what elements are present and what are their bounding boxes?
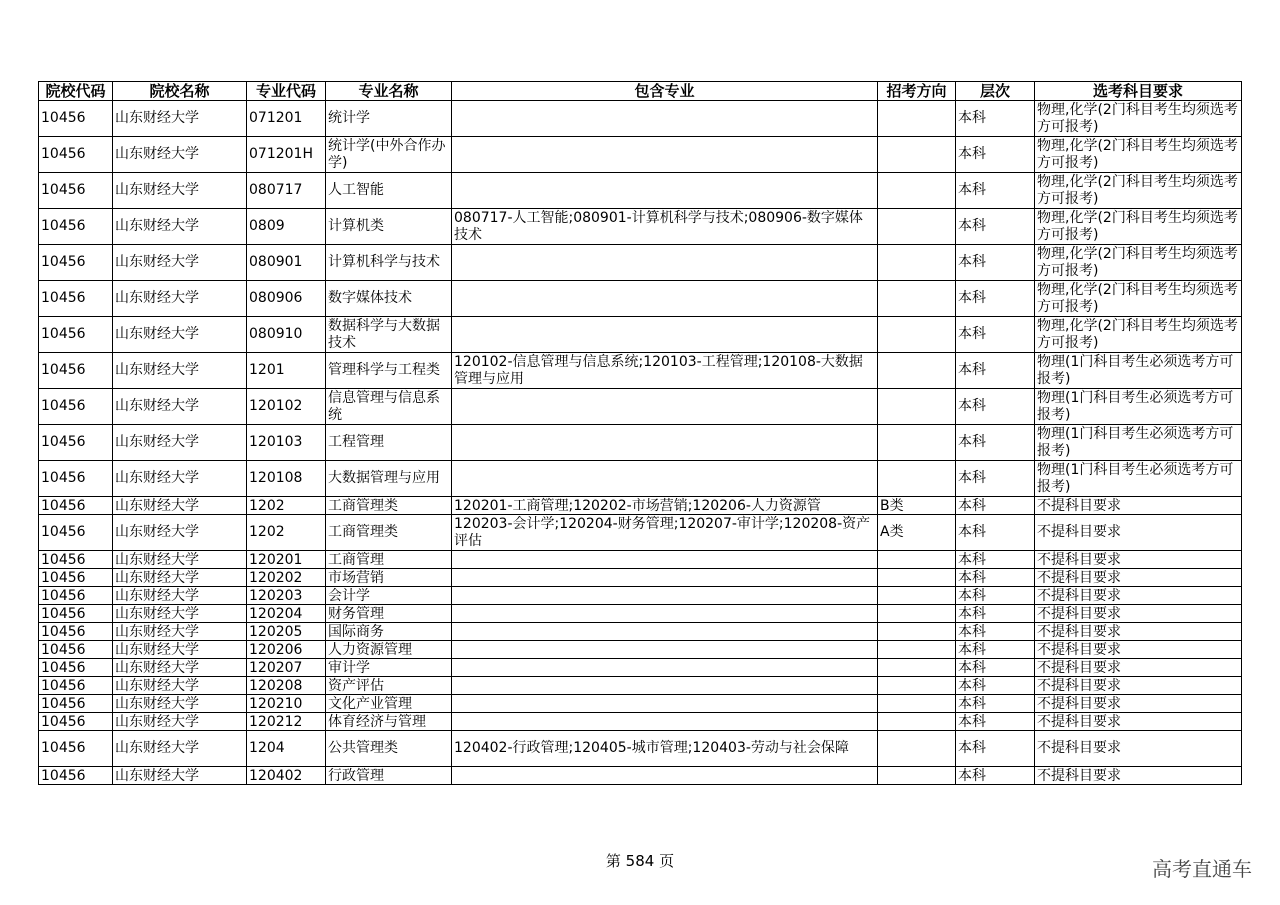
table-cell: 工商管理类 xyxy=(326,497,452,515)
table-cell xyxy=(878,137,956,173)
table-cell: 080910 xyxy=(247,317,326,353)
table-cell xyxy=(878,623,956,641)
table-row xyxy=(39,659,1242,677)
table-cell: 本科 xyxy=(956,461,1035,497)
table-cell xyxy=(878,713,956,731)
table-cell: B类 xyxy=(878,497,956,515)
table-cell: 本科 xyxy=(956,425,1035,461)
table-cell: 计算机类 xyxy=(326,209,452,245)
table-cell: 计算机科学与技术 xyxy=(326,245,452,281)
table-row xyxy=(39,245,1242,281)
table-cell: 管理科学与工程类 xyxy=(326,353,452,389)
table-cell xyxy=(878,695,956,713)
table-cell: 物理,化学(2门科目考生均须选考方可报考) xyxy=(1035,245,1242,281)
table-cell: 本科 xyxy=(956,623,1035,641)
table-cell: 不提科目要求 xyxy=(1035,659,1242,677)
table-cell: 山东财经大学 xyxy=(113,569,247,587)
table-cell: 本科 xyxy=(956,695,1035,713)
table-cell: 10456 xyxy=(39,659,113,677)
header-cell: 选考科目要求 xyxy=(1035,82,1242,101)
table-cell: 071201H xyxy=(247,137,326,173)
table-row xyxy=(39,497,1242,515)
table-cell xyxy=(878,659,956,677)
table-row xyxy=(39,569,1242,587)
table-cell: 本科 xyxy=(956,389,1035,425)
table-cell: 不提科目要求 xyxy=(1035,569,1242,587)
table-cell xyxy=(878,353,956,389)
table-cell: 物理(1门科目考生必须选考方可报考) xyxy=(1035,425,1242,461)
table-cell: 10456 xyxy=(39,767,113,785)
table-row xyxy=(39,101,1242,137)
table-cell: 山东财经大学 xyxy=(113,623,247,641)
table-cell: 物理,化学(2门科目考生均须选考方可报考) xyxy=(1035,209,1242,245)
table-cell xyxy=(878,209,956,245)
table-cell xyxy=(878,767,956,785)
table-cell: 10456 xyxy=(39,587,113,605)
table-cell: 工程管理 xyxy=(326,425,452,461)
table-cell: 山东财经大学 xyxy=(113,497,247,515)
table-cell: 本科 xyxy=(956,353,1035,389)
table-cell xyxy=(452,389,878,425)
table-cell: 120402-行政管理;120405-城市管理;120403-劳动与社会保障 xyxy=(452,731,878,767)
table-cell: 数字媒体技术 xyxy=(326,281,452,317)
table-cell: 山东财经大学 xyxy=(113,713,247,731)
table-cell: 物理,化学(2门科目考生均须选考方可报考) xyxy=(1035,101,1242,137)
table-cell: 不提科目要求 xyxy=(1035,587,1242,605)
table-cell: 10456 xyxy=(39,695,113,713)
table-cell: 大数据管理与应用 xyxy=(326,461,452,497)
table-row xyxy=(39,623,1242,641)
table-cell xyxy=(452,587,878,605)
table-cell: 本科 xyxy=(956,569,1035,587)
table-cell: 10456 xyxy=(39,713,113,731)
table-cell xyxy=(452,569,878,587)
table-cell: 山东财经大学 xyxy=(113,677,247,695)
table-cell xyxy=(452,137,878,173)
table-cell: 1201 xyxy=(247,353,326,389)
table-cell: 不提科目要求 xyxy=(1035,497,1242,515)
table-cell: 120208 xyxy=(247,677,326,695)
header-cell: 招考方向 xyxy=(878,82,956,101)
table-cell: 120206 xyxy=(247,641,326,659)
table-cell: 本科 xyxy=(956,605,1035,623)
table-cell: 1202 xyxy=(247,497,326,515)
table-cell: 10456 xyxy=(39,731,113,767)
table-cell: 10456 xyxy=(39,461,113,497)
table-row xyxy=(39,551,1242,569)
table-row xyxy=(39,605,1242,623)
table-cell xyxy=(452,659,878,677)
table-cell: 10456 xyxy=(39,353,113,389)
table-cell: 不提科目要求 xyxy=(1035,605,1242,623)
table-cell: 山东财经大学 xyxy=(113,659,247,677)
table-row xyxy=(39,425,1242,461)
table-cell xyxy=(878,569,956,587)
table-cell xyxy=(878,101,956,137)
table-cell: 不提科目要求 xyxy=(1035,677,1242,695)
table-cell: 市场营销 xyxy=(326,569,452,587)
table-cell: 物理,化学(2门科目考生均须选考方可报考) xyxy=(1035,137,1242,173)
table-cell: 本科 xyxy=(956,173,1035,209)
table-cell: 10456 xyxy=(39,209,113,245)
header-cell: 院校代码 xyxy=(39,82,113,101)
table-cell: 120103 xyxy=(247,425,326,461)
table-cell xyxy=(878,605,956,623)
table-cell: 山东财经大学 xyxy=(113,605,247,623)
table-cell: 行政管理 xyxy=(326,767,452,785)
table-cell: 120207 xyxy=(247,659,326,677)
table-cell xyxy=(878,677,956,695)
table-cell: 本科 xyxy=(956,515,1035,551)
table-cell: 山东财经大学 xyxy=(113,515,247,551)
table-cell: 山东财经大学 xyxy=(113,101,247,137)
table-cell: 10456 xyxy=(39,677,113,695)
table-cell: 不提科目要求 xyxy=(1035,551,1242,569)
table-cell: 山东财经大学 xyxy=(113,209,247,245)
table-cell: 不提科目要求 xyxy=(1035,695,1242,713)
table-cell: 山东财经大学 xyxy=(113,551,247,569)
table-cell: 山东财经大学 xyxy=(113,353,247,389)
header-cell: 院校名称 xyxy=(113,82,247,101)
table-cell: 信息管理与信息系统 xyxy=(326,389,452,425)
table-cell: 120102-信息管理与信息系统;120103-工程管理;120108-大数据管理与应用 xyxy=(452,353,878,389)
table-row xyxy=(39,587,1242,605)
table-cell: A类 xyxy=(878,515,956,551)
table-cell: 山东财经大学 xyxy=(113,641,247,659)
table-cell: 120201-工商管理;120202-市场营销;120206-人力资源管 xyxy=(452,497,878,515)
table-cell xyxy=(878,587,956,605)
table-row xyxy=(39,461,1242,497)
table-cell: 080906 xyxy=(247,281,326,317)
table-cell: 本科 xyxy=(956,317,1035,353)
table-cell: 10456 xyxy=(39,245,113,281)
table-cell: 人工智能 xyxy=(326,173,452,209)
table-cell: 山东财经大学 xyxy=(113,317,247,353)
watermark: 高考直通车 xyxy=(1152,857,1252,881)
table-row xyxy=(39,641,1242,659)
table-cell: 山东财经大学 xyxy=(113,137,247,173)
table-cell xyxy=(452,281,878,317)
table-cell: 本科 xyxy=(956,587,1035,605)
table-row xyxy=(39,515,1242,551)
table-cell: 数据科学与大数据技术 xyxy=(326,317,452,353)
table-cell xyxy=(452,173,878,209)
table-cell xyxy=(452,551,878,569)
table-row xyxy=(39,353,1242,389)
table-row xyxy=(39,695,1242,713)
table-cell: 本科 xyxy=(956,551,1035,569)
table-cell: 山东财经大学 xyxy=(113,425,247,461)
table-cell: 会计学 xyxy=(326,587,452,605)
table-cell: 120108 xyxy=(247,461,326,497)
table-row xyxy=(39,173,1242,209)
table-cell xyxy=(452,767,878,785)
table-cell xyxy=(452,101,878,137)
table-cell xyxy=(452,605,878,623)
table-cell: 本科 xyxy=(956,137,1035,173)
table-cell: 120204 xyxy=(247,605,326,623)
table-cell: 10456 xyxy=(39,425,113,461)
table-cell: 山东财经大学 xyxy=(113,767,247,785)
table-cell: 10456 xyxy=(39,497,113,515)
table-cell: 统计学(中外合作办学) xyxy=(326,137,452,173)
table-row xyxy=(39,281,1242,317)
table-cell xyxy=(452,641,878,659)
table-cell: 120203 xyxy=(247,587,326,605)
table-cell xyxy=(452,677,878,695)
table-cell: 10456 xyxy=(39,317,113,353)
table-row xyxy=(39,389,1242,425)
table-row xyxy=(39,209,1242,245)
table-cell: 本科 xyxy=(956,767,1035,785)
table-cell: 080717-人工智能;080901-计算机科学与技术;080906-数字媒体技术 xyxy=(452,209,878,245)
header-row xyxy=(39,82,1242,101)
table-cell: 120201 xyxy=(247,551,326,569)
table-cell: 10456 xyxy=(39,137,113,173)
table-cell: 审计学 xyxy=(326,659,452,677)
table-cell: 国际商务 xyxy=(326,623,452,641)
table-cell: 物理(1门科目考生必须选考方可报考) xyxy=(1035,353,1242,389)
table-cell: 0809 xyxy=(247,209,326,245)
table-cell: 山东财经大学 xyxy=(113,461,247,497)
table-cell: 不提科目要求 xyxy=(1035,623,1242,641)
table-cell: 120205 xyxy=(247,623,326,641)
table-cell: 不提科目要求 xyxy=(1035,713,1242,731)
table-cell: 山东财经大学 xyxy=(113,389,247,425)
table-cell: 山东财经大学 xyxy=(113,281,247,317)
table-cell: 本科 xyxy=(956,713,1035,731)
table-cell xyxy=(878,281,956,317)
table-cell: 物理(1门科目考生必须选考方可报考) xyxy=(1035,461,1242,497)
table-cell: 统计学 xyxy=(326,101,452,137)
table-cell xyxy=(878,551,956,569)
table-cell: 不提科目要求 xyxy=(1035,515,1242,551)
table-cell xyxy=(878,317,956,353)
table-cell: 10456 xyxy=(39,551,113,569)
table-cell: 120102 xyxy=(247,389,326,425)
table-cell: 本科 xyxy=(956,731,1035,767)
table-cell: 文化产业管理 xyxy=(326,695,452,713)
table-cell: 10456 xyxy=(39,605,113,623)
table-cell xyxy=(878,245,956,281)
page-number: 第 584 页 xyxy=(605,852,675,870)
table-cell: 物理(1门科目考生必须选考方可报考) xyxy=(1035,389,1242,425)
table-cell: 工商管理 xyxy=(326,551,452,569)
table-cell xyxy=(452,245,878,281)
table-row xyxy=(39,731,1242,767)
table-cell xyxy=(452,425,878,461)
table-cell: 工商管理类 xyxy=(326,515,452,551)
table-cell xyxy=(878,731,956,767)
table-row xyxy=(39,677,1242,695)
table-cell: 080717 xyxy=(247,173,326,209)
table-cell: 120203-会计学;120204-财务管理;120207-审计学;120208-资产评估 xyxy=(452,515,878,551)
table-cell: 资产评估 xyxy=(326,677,452,695)
table-cell: 山东财经大学 xyxy=(113,173,247,209)
table-cell: 山东财经大学 xyxy=(113,695,247,713)
table-cell: 本科 xyxy=(956,641,1035,659)
table-cell: 人力资源管理 xyxy=(326,641,452,659)
header-cell: 包含专业 xyxy=(452,82,878,101)
table-cell: 物理,化学(2门科目考生均须选考方可报考) xyxy=(1035,173,1242,209)
table-cell: 10456 xyxy=(39,389,113,425)
table-cell: 不提科目要求 xyxy=(1035,767,1242,785)
table-cell: 本科 xyxy=(956,497,1035,515)
table-cell: 物理,化学(2门科目考生均须选考方可报考) xyxy=(1035,317,1242,353)
table-cell xyxy=(878,173,956,209)
table-cell xyxy=(878,389,956,425)
table-cell: 物理,化学(2门科目考生均须选考方可报考) xyxy=(1035,281,1242,317)
table-cell: 不提科目要求 xyxy=(1035,641,1242,659)
table-cell: 080901 xyxy=(247,245,326,281)
table-cell: 1204 xyxy=(247,731,326,767)
table-cell: 1202 xyxy=(247,515,326,551)
table-cell: 山东财经大学 xyxy=(113,731,247,767)
admission-table xyxy=(38,81,1242,785)
table-cell: 10456 xyxy=(39,515,113,551)
table-cell: 体育经济与管理 xyxy=(326,713,452,731)
table-cell: 不提科目要求 xyxy=(1035,731,1242,767)
header-cell: 层次 xyxy=(956,82,1035,101)
table-cell: 120202 xyxy=(247,569,326,587)
table-cell: 本科 xyxy=(956,209,1035,245)
table-cell xyxy=(452,461,878,497)
table-cell: 120210 xyxy=(247,695,326,713)
table-cell xyxy=(878,461,956,497)
table-cell: 10456 xyxy=(39,569,113,587)
table-cell: 本科 xyxy=(956,659,1035,677)
table-cell: 120212 xyxy=(247,713,326,731)
table-cell xyxy=(452,695,878,713)
table-cell: 本科 xyxy=(956,677,1035,695)
table-cell: 财务管理 xyxy=(326,605,452,623)
table-cell: 本科 xyxy=(956,101,1035,137)
table-cell: 山东财经大学 xyxy=(113,587,247,605)
table-cell: 本科 xyxy=(956,281,1035,317)
table-cell xyxy=(878,425,956,461)
table-row xyxy=(39,713,1242,731)
table-cell: 10456 xyxy=(39,173,113,209)
table-cell: 10456 xyxy=(39,281,113,317)
table-row xyxy=(39,317,1242,353)
table-row xyxy=(39,767,1242,785)
table-row xyxy=(39,137,1242,173)
table-cell xyxy=(452,317,878,353)
table-cell: 公共管理类 xyxy=(326,731,452,767)
table-cell: 本科 xyxy=(956,245,1035,281)
table-cell xyxy=(452,623,878,641)
header-cell: 专业名称 xyxy=(326,82,452,101)
table-cell: 071201 xyxy=(247,101,326,137)
table-cell: 10456 xyxy=(39,641,113,659)
table-cell: 10456 xyxy=(39,623,113,641)
table-cell xyxy=(878,641,956,659)
table-cell: 120402 xyxy=(247,767,326,785)
table-cell: 10456 xyxy=(39,101,113,137)
table-cell xyxy=(452,713,878,731)
table-body xyxy=(39,101,1242,785)
header-cell: 专业代码 xyxy=(247,82,326,101)
table-cell: 山东财经大学 xyxy=(113,245,247,281)
